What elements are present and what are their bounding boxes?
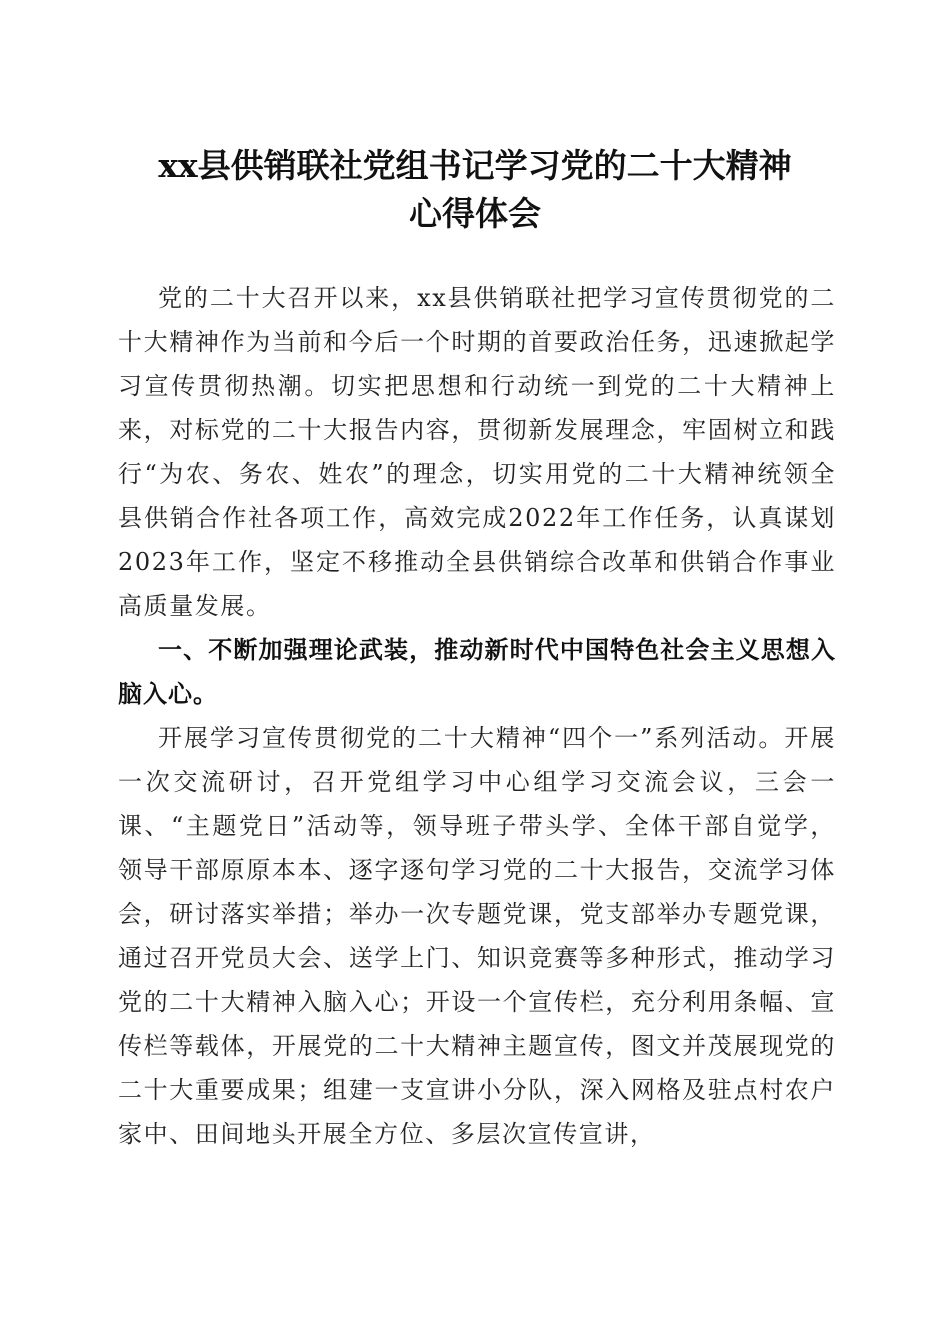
document-title	[100, 142, 850, 238]
section-1-paragraph: 开展学习宣传贯彻党的二十大精神“四个一”系列活动。开展一次交流研讨，召开党组学习中心组学习交流会议，三会一课、“主题党日”活动等，领导班子带头学、全体干部自觉学，领导干部原原本本、逐字逐句学习党的二十大报告，交流学习体会，研讨落实举措；举办一次专题党课，党支部举办专题党课，通过召开党员大会、送学上门、知识竞赛等多种形式，推动学习党的二十大精神入脑入心；开设一个宣传栏，充分利用条幅、宣传栏等载体，开展党的二十大精神主题宣传，图文并茂展现党的二十大重要成果；组建一支宣讲小分队，深入网格及驻点村农户家中、田间地头开展全方位、多层次宣传宣讲，	[118, 724, 836, 1148]
section-heading-1: 一、不断加强理论武装，推动新时代中国特色社会主义思想入脑入心。	[118, 636, 836, 708]
document-body	[118, 276, 836, 1156]
intro-paragraph: 党的二十大召开以来，xx县供销联社把学习宣传贯彻党的二十大精神作为当前和今后一个时期的首要政治任务，迅速掀起学习宣传贯彻热潮。切实把思想和行动统一到党的二十大精神上来，对标党的二十大报告内容，贯彻新发展理念，牢固树立和践行“为农、务农、姓农”的理念，切实用党的二十大精神统领全县供销合作社各项工作，高效完成2022年工作任务，认真谋划2023年工作，坚定不移推动全县供销综合改革和供销合作事业高质量发展。	[118, 284, 836, 620]
title-line-1: xx县供销联社党组书记学习党的二十大精神	[158, 146, 792, 185]
title-line-2: 心得体会	[409, 194, 541, 233]
